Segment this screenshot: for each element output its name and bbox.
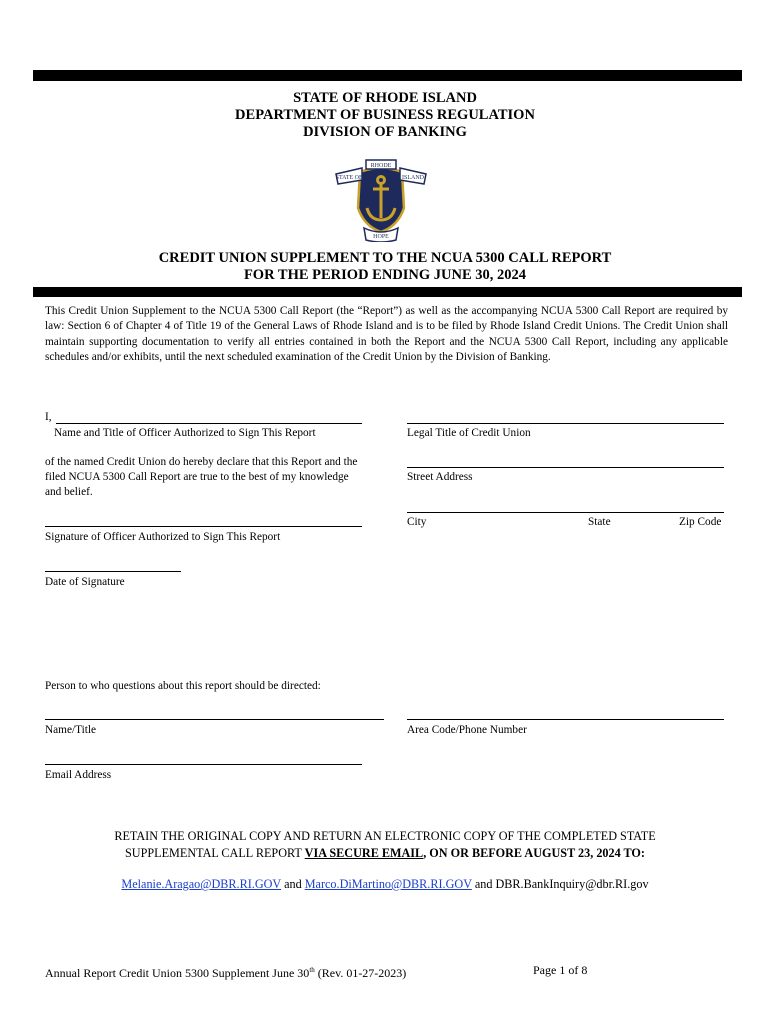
header-division: DIVISION OF BANKING: [303, 124, 467, 140]
seal-right-text: ISLAND: [402, 175, 424, 181]
phone-label: Area Code/Phone Number: [407, 724, 527, 736]
title-rule: [33, 287, 742, 297]
intro-paragraph: This Credit Union Supplement to the NCUA 5300 Call Report (the “Report”) as well as the accompanying NCUA 5300 Call Report are required by law: Section 6 of Chapter 4 of Title 19 of the General Laws of Rhode Island and is to be filed by Rhode Island Credit Unions. The Credit Union shall maintain supporting documentation to verify all entries contained in both the Report and the NCUA 5300 Call Report, including any applicable schedules and/or exhibits, until the next scheduled examination of the Credit Union by the Division of Banking.: [45, 305, 728, 364]
seal-top-text: RHODE: [370, 163, 392, 169]
header-state: STATE OF RHODE ISLAND: [293, 90, 477, 106]
retain-instructions: [0, 828, 770, 862]
contact-name-field[interactable]: [45, 719, 384, 720]
retain-line-2-start: SUPPLEMENTAL CALL REPORT: [125, 846, 305, 860]
signature-field[interactable]: [45, 526, 362, 527]
legal-title-field[interactable]: [407, 423, 724, 424]
officer-name-field[interactable]: [56, 423, 362, 424]
title-line-1: CREDIT UNION SUPPLEMENT TO THE NCUA 5300 CALL REPORT: [158, 250, 612, 266]
and-text-2: and: [474, 877, 493, 891]
footer-sup: th: [309, 966, 315, 974]
state-seal: [334, 156, 428, 242]
retain-line-2: [0, 845, 770, 862]
page-number: Page 1 of 8: [533, 963, 588, 977]
phone-field[interactable]: [407, 719, 724, 720]
email-link-dimartino[interactable]: Marco.DiMartino@DBR.RI.GOV: [304, 877, 472, 891]
signature-label: Signature of Officer Authorized to Sign This Report: [45, 531, 281, 543]
footer-left-start: Annual Report Credit Union 5300 Supplement June 30: [45, 966, 310, 980]
secure-email-text: VIA SECURE EMAIL: [304, 846, 424, 860]
email-recipients: [0, 876, 770, 893]
and-text-1: and: [284, 877, 302, 891]
questions-prompt: Person to who questions about this report should be directed:: [45, 680, 321, 692]
city-label: City: [407, 516, 427, 528]
report-title: [0, 250, 770, 284]
seal-left-text: STATE OF: [335, 175, 363, 181]
seal-icon: [334, 156, 428, 242]
footer-doc-id: [45, 963, 406, 980]
name-title-label: Name/Title: [45, 724, 97, 736]
seal-bottom-text: HOPE: [373, 234, 389, 240]
date-field[interactable]: [45, 571, 181, 572]
street-address-field[interactable]: [407, 467, 724, 468]
i-prefix: I,: [45, 411, 52, 423]
email-bankinquiry: DBR.BankInquiry@dbr.RI.gov: [495, 877, 649, 891]
email-link-aragao[interactable]: Melanie.Aragao@DBR.RI.GOV: [121, 877, 282, 891]
email-field[interactable]: [45, 764, 362, 765]
legal-title-label: Legal Title of Credit Union: [407, 427, 531, 439]
header-block: [0, 90, 770, 141]
declaration-text: of the named Credit Union do hereby declare that this Report and the filed NCUA 5300 Call Report are true to the best of my knowledge and belief.: [45, 456, 358, 498]
email-label: Email Address: [45, 769, 112, 781]
street-address-label: Street Address: [407, 471, 473, 483]
zip-label: Zip Code: [679, 516, 722, 528]
state-label: State: [588, 516, 611, 528]
title-line-2: FOR THE PERIOD ENDING JUNE 30, 2024: [243, 267, 527, 283]
officer-label: Name and Title of Officer Authorized to Sign This Report: [54, 427, 316, 439]
retain-deadline: , ON OR BEFORE AUGUST 23, 2024 TO:: [423, 846, 645, 860]
retain-line-1: RETAIN THE ORIGINAL COPY AND RETURN AN ELECTRONIC COPY OF THE COMPLETED STATE: [114, 829, 656, 843]
city-state-zip-field[interactable]: [407, 512, 724, 513]
footer-left-end: (Rev. 01-27-2023): [314, 966, 407, 980]
top-rule: [33, 70, 742, 81]
header-department: DEPARTMENT OF BUSINESS REGULATION: [235, 107, 535, 123]
date-label: Date of Signature: [45, 576, 125, 588]
